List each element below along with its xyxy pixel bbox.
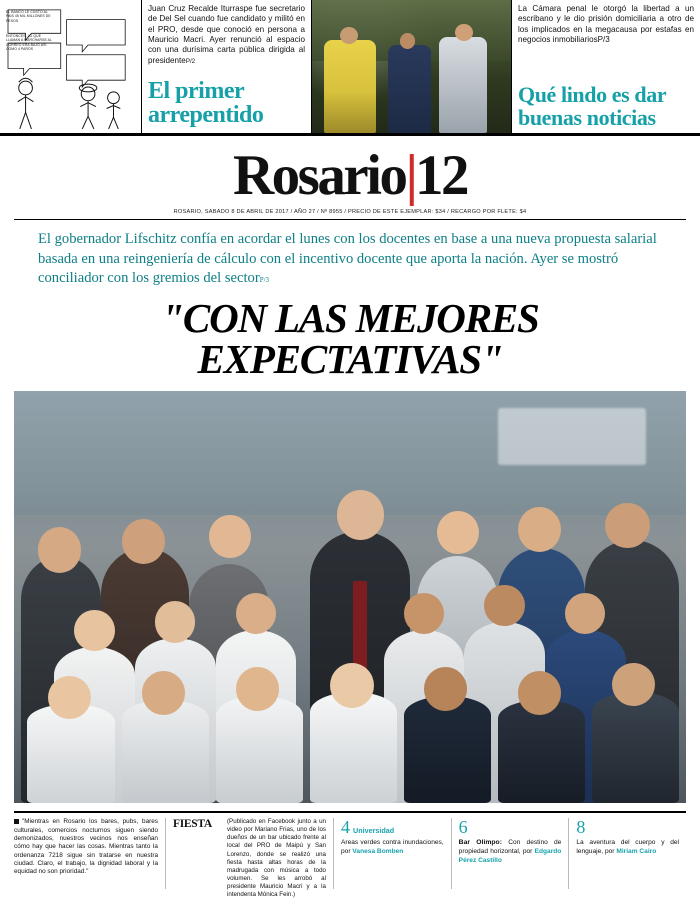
masthead [0, 136, 700, 206]
top-photo-del-sel [312, 0, 512, 133]
fiesta-label: FIESTA [173, 818, 212, 831]
index-item-4-page: 4 [341, 817, 350, 838]
top-story-right-body: La Cámara penal le otorgó la libertad a un escribano y le dio prisión domiciliaria a otro de los implicados en la megacausa por estafas en negocios inmobiliariosP/3 [518, 4, 694, 45]
photo-person-yellow [324, 40, 376, 133]
index-item-8-header [576, 818, 679, 837]
main-photo-student-head [74, 610, 114, 651]
main-photo-student-head [404, 593, 444, 634]
index-item-4[interactable] [334, 818, 452, 889]
main-photo-head [518, 507, 561, 552]
top-story-left-title: El primer arrepentido [148, 78, 264, 128]
cartoon-balloon-2: ENTONCES, LO QUE LLAMAN A MARCHARSE AL CORREO ERA BAJO ASI COMO 4 PAROS [6, 34, 52, 51]
index-item-6-head: Bar Olimpo: [458, 839, 502, 847]
masthead-logo-bar: | [405, 143, 416, 207]
main-photo-student-head [236, 593, 276, 634]
index-item-8-body: La aventura del cuerpo y del lenguaje, por Miriam Cairo [576, 839, 680, 855]
index-item-8-page: 8 [576, 817, 586, 838]
main-photo-head [122, 519, 166, 564]
top-story-left-page-ref: P/2 [185, 57, 196, 65]
index-item-6-byline: Edgardo Pérez Castillo [458, 848, 562, 864]
top-strip [0, 0, 700, 136]
quote-text: "Mientras en Rosario los bares, pubs, bares culturales, comercios nocturnos siguen siendo demonizados, nuestros vecinos nos enseñan cómo hay que hacer las cosas. Mientras tanto la ordenanza 7218 sigue sin tratarse en nuestra ciudad. Claro, el trabajo, la dignidad laboral y la equidad no son prioridad." [14, 818, 158, 876]
dateline: ROSARIO, SABADO 8 DE ABRIL DE 2017 / AÑO 27 / Nº 8955 / PRECIO DE ESTE EJEMPLAR: $34 / RECARGO POR FLETE: $4 [173, 209, 527, 215]
main-photo-student [216, 696, 303, 803]
index-item-4-byline: Vanesa Bomben [352, 847, 404, 855]
main-photo-lifschitz-escuela [14, 391, 686, 803]
index-item-4-header [341, 818, 444, 837]
photo-person-light [439, 37, 487, 133]
index-item-6[interactable] [452, 818, 570, 889]
top-story-left[interactable] [142, 0, 312, 133]
fiesta-item[interactable] [166, 818, 334, 898]
main-photo-student-head [484, 585, 524, 626]
bottom-index-bar [14, 811, 686, 898]
editorial-cartoon [0, 0, 142, 133]
index-item-8[interactable] [569, 818, 686, 889]
main-photo-student-head [48, 676, 91, 719]
index-item-6-body: Bar Olimpo: Con destino de propiedad horizontal, por Edgardo Pérez Castillo [458, 839, 562, 864]
main-photo-student [27, 704, 114, 803]
main-photo-student-head [518, 671, 561, 714]
main-photo-student-head [142, 671, 185, 714]
lead-page-ref: P/3 [259, 276, 270, 285]
top-story-right[interactable] [512, 0, 700, 133]
lead-headline: "CON LAS MEJORES EXPECTATIVAS" [161, 294, 539, 383]
index-item-4-body: Areas verdes contra inundaciones, por Vanesa Bomben [341, 839, 444, 855]
top-story-left-body: Juan Cruz Recalde Iturraspe fue secretario de Del Sel cuando fue candidato y militó en el PRO, desde que conoció en persona a Mauricio Macri. Ayer renunció al espacio con una durísima carta pública dirigida al presidenteP/2 [148, 4, 305, 65]
main-photo-student-head [424, 667, 467, 710]
main-photo-student-head [236, 667, 279, 710]
main-photo-student [310, 692, 397, 803]
main-photo-head [437, 511, 479, 554]
top-story-right-title: Qué lindo es dar buenas noticias [518, 82, 666, 130]
top-story-right-page-ref: P/3 [597, 35, 610, 45]
index-item-4-section: Universidad [353, 826, 395, 836]
index-item-8-byline: Miriam Cairo [616, 847, 657, 855]
main-photo-head [605, 503, 649, 548]
index-item-6-header [459, 818, 562, 837]
lead-block [0, 220, 700, 381]
fiesta-text: (Publicado en Facebook junto a un video por Mariano Frias, uno de los dueños de un bar ubicado frente al local del PRO de Maipú y San Lorenzo, donde se realizó una fiesta hasta altas horas de la madrugada con música a todo volumen. Se les arrobó al presidente Mauricio Macri y a la intendenta Mónica Fein.) [227, 818, 326, 898]
main-photo-governor-head [337, 490, 384, 539]
index-item-6-page: 6 [458, 817, 468, 838]
cartoon-balloon-1: EL BANCO LE COSTO AL PAIS 45 MIL MILLONES DE PESOS [6, 10, 51, 23]
lead-kicker: El gobernador Lifschitz confía en acordar el lunes con los docentes en base a una nueva propuesta salarial basada en una reingeniería de cálculo con el incentivo docente que aporta la nación. Ayer se mostró conciliador con los gremios del sectorP/3 [38, 231, 657, 287]
main-photo-head [38, 527, 82, 572]
main-photo-student [404, 696, 491, 803]
main-photo-student [592, 692, 679, 803]
main-photo-student-head [155, 601, 195, 642]
dateline-wrapper [14, 206, 686, 220]
main-photo-head [209, 515, 251, 558]
main-photo-student [498, 700, 585, 803]
quote-marker-icon [14, 819, 19, 824]
masthead-logo[interactable] [232, 143, 468, 207]
photo-person-dark [388, 45, 432, 133]
main-photo-banner [498, 408, 646, 466]
cartoon-drawing-icon [3, 4, 138, 129]
masthead-logo-word: Rosario [232, 143, 406, 207]
photo-person-yellow-head [340, 27, 358, 44]
main-photo-student [122, 700, 209, 803]
masthead-logo-number: 12 [415, 143, 468, 207]
quote-of-the-day [14, 818, 166, 889]
